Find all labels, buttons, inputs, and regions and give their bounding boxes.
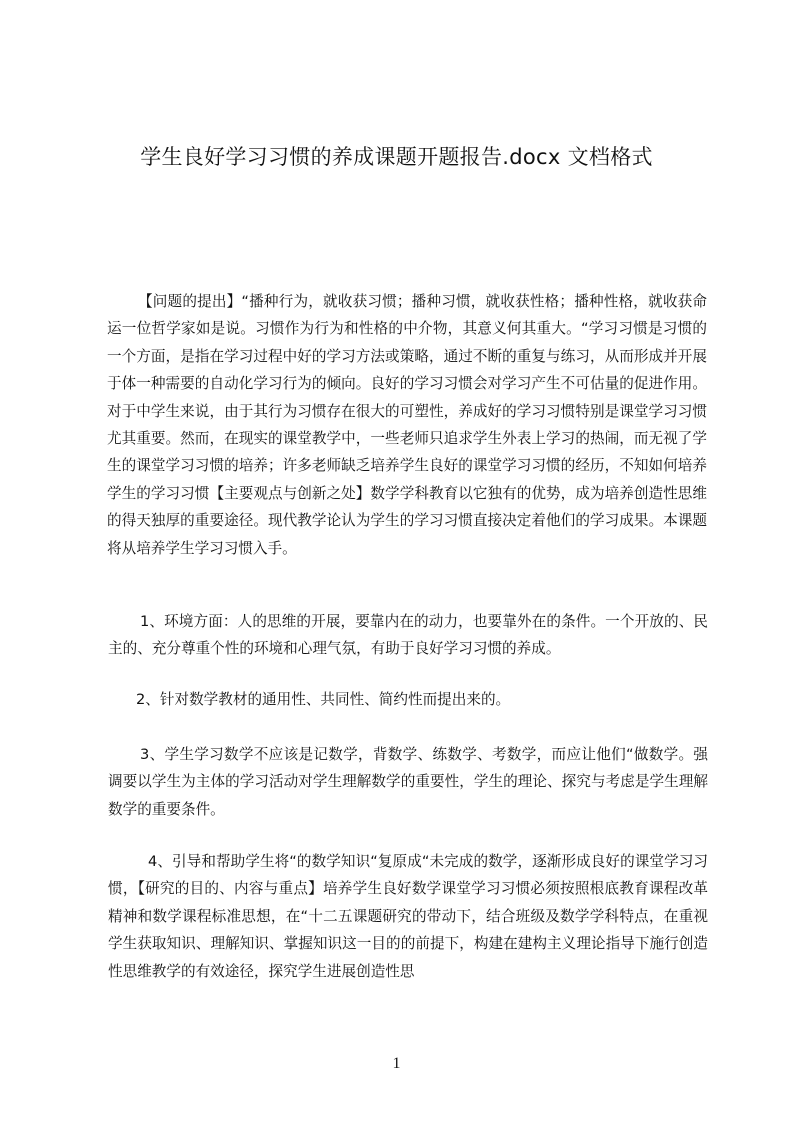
- paragraph-textbook: 2、针对数学教材的通用性、共同性、简约性而提出来的。: [136, 691, 511, 708]
- paragraph-doing-math: 3、学生学习数学不应该是记数学，背数学、练数学、考数学，而应让他们“做数学。强调要以学生为主体的学习活动对学生理解数学的重要性，学生的理论、探究与考虑是学生理解数学的重要条件。: [108, 746, 708, 818]
- paragraph-problem-statement: 【问题的提出】“播种行为，就收获习惯；播种习惯，就收获性格；播种性格，就收获命运一位哲学家如是说。习惯作为行为和性格的中介物，其意义何其重大。“学习习惯是习惯的一个方面，是指在学习过程中好的学习方法或策略，通过不断的重复与练习，从而形成并开展于体一种需要的自动化学习行为的倾向。良好的学习习惯会对学习产生不可估量的促进作用。对于中学生来说，由于其行为习惯存在很大的可塑性，养成好的学习习惯特别是课堂学习习惯尤其重要。然而，在现实的课堂教学中，一些老师只追求学生外表上学习的热闹，而无视了学生的课堂学习习惯的培养；许多老师缺乏培养学生良好的课堂学习习惯的经历，不知如何培养学生的学习习惯【主要观点与创新之处】数学学科教育以它独有的优势，成为培养创造性思维的得天独厚的重要途径。现代教学论认为学生的学习习惯直接决定着他们的学习成果。本课题将从培养学生学习习惯入手。: [107, 293, 707, 557]
- page-number: 1: [392, 1055, 401, 1072]
- document-title: 学生良好学习习惯的养成课题开题报告.docx 文档格式: [140, 145, 653, 169]
- paragraph-guidance: 4、引导和帮助学生将“的数学知识“复原成“未完成的数学，逐渐形成良好的课堂学习习惯，【研究的目的、内容与重点】培养学生良好数学课堂学习习惯必须按照根底教育课程改革精神和数学课程标准思想，在“十二五课题研究的带动下，结合班级及数学学科特点，在重视学生获取知识、理解知识、掌握知识这一目的的前提下，构建在建构主义理论指导下施行创造性思维教学的有效途径，探究学生进展创造性思: [108, 853, 708, 980]
- paragraph-environment: 1、环境方面：人的思维的开展，要靠内在的动力，也要靠外在的条件。一个开放的、民主的、充分尊重个性的环境和心理气氛，有助于良好学习习惯的养成。: [108, 613, 708, 658]
